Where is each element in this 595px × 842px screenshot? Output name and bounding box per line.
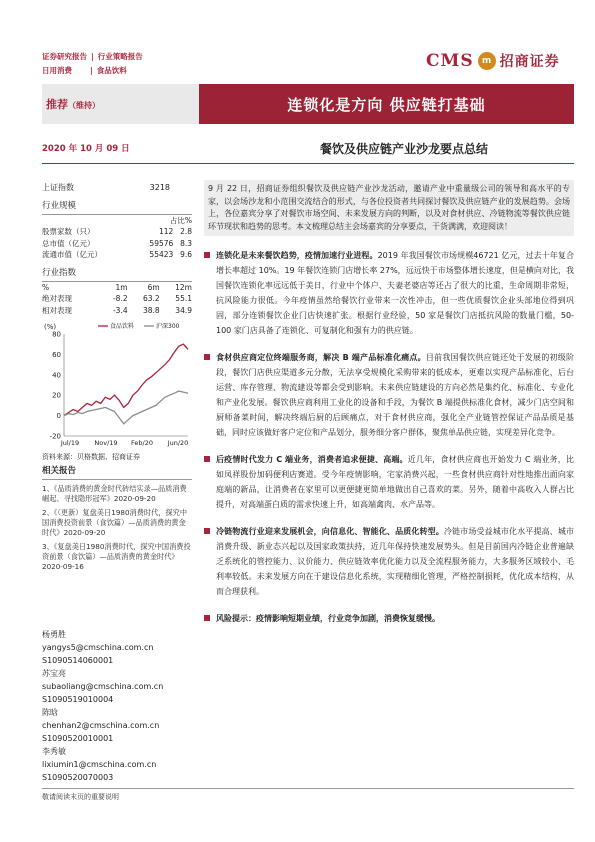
chart-xtick-label: Jul/19 <box>60 439 80 447</box>
report-subtitle: 餐饮及供应链产业沙龙要点总结 <box>320 142 489 156</box>
bullet-item <box>204 452 574 512</box>
perf-value: 38.8 <box>142 305 160 315</box>
scale-value: 112 <box>158 227 174 236</box>
chart-ytick-label: -20 <box>49 432 61 441</box>
scale-value: 55423 <box>149 250 174 259</box>
perf-header-cell: 1m <box>115 282 128 292</box>
analyst-id: S1090514060001 <box>42 656 114 665</box>
tag-strategy: 行业策略报告 <box>97 52 143 61</box>
tag-separator: | <box>90 66 93 75</box>
chart-source: 资料来源：贝格数据、招商证券 <box>42 453 140 461</box>
chart-legend-label: 沪深300 <box>156 323 180 330</box>
scale-row <box>42 226 192 238</box>
scale-title: 行业规模 <box>42 200 192 215</box>
sidebar <box>42 182 192 572</box>
analyst-email: subaoliang@cmschina.com.cn <box>42 682 164 691</box>
scale-pct: 9.6 <box>180 250 192 259</box>
rating-note: （维持） <box>68 101 100 110</box>
chart-ytick-label: 80 <box>52 330 61 339</box>
bullet-text: 目前我国餐饮供应链还处于发展的初级阶段，餐饮门店供应渠道多元分散，无法享受规模化采购带来的低成本，更难以实现产品标准化，后台运营、库存管理、物流建设等都会受到影响。未来供应链建设的方向必然是集约化、标准化、专业化和产业化发展。餐饮供应商利用工业化的设备和手段，为餐饮 B 端提供标准化食材，减少门店空间和厨师备菜时间，解决终端后厨的后顾痛点，对于食材供应商，强化全产业链管控保证产品品质是基础，同时应该做好客户定位和产品划分，服务细分客户群体，聚焦单品供应链，实现差异化竞争。 <box>216 353 575 438</box>
rating-value: 推荐 <box>46 98 68 111</box>
scale-label: 股票家数（只） <box>42 227 95 236</box>
index-label: 上证指数 <box>42 183 74 192</box>
related-report-item: 1、《品质消费的黄金时代砖结实录—品质消费崛起、寻找隐形冠军》2020-09-20 <box>42 484 187 503</box>
perf-row <box>42 293 192 305</box>
logo-cn-text: 招商证券 <box>499 54 560 70</box>
perf-label: 绝对表现 <box>42 294 72 303</box>
cms-logo <box>426 48 574 74</box>
perf-value: 34.9 <box>175 305 192 315</box>
chart-xtick-label: Jun/20 <box>167 439 189 447</box>
analyst-email: chenhan2@cmschina.com.cn <box>42 721 160 730</box>
bullet-square-icon <box>204 354 210 360</box>
scale-row <box>42 249 192 261</box>
chart-legend-label: 食品饮料 <box>110 323 135 330</box>
analyst <box>42 628 192 667</box>
scale-pct-header: 占比% <box>169 216 192 225</box>
index-chart-svg <box>42 320 192 450</box>
perf-header-cell: 6m <box>147 282 160 292</box>
perf-header-cell: 12m <box>175 282 192 292</box>
tag-report-type: 证券研究报告 <box>42 52 87 61</box>
bullet-square-icon <box>204 252 210 258</box>
analyst-id: S1090519010004 <box>42 695 114 704</box>
chart-ytick-label: 60 <box>52 350 61 359</box>
title-box <box>199 84 574 124</box>
bullet-square-icon <box>204 615 210 621</box>
scale-pct: 2.8 <box>180 227 192 236</box>
perf-title: 行业指数 <box>42 267 192 282</box>
perf-row <box>42 305 192 317</box>
chart-series-line <box>64 344 188 415</box>
report-date: 2020 年 10 月 09 日 <box>42 144 130 154</box>
bullet-text: 近几年，食材供应商也开始发力 C 端业务，比如凤祥股份加码便利店赛道。受今年疫情影响，宅家消费兴起，一些食材供应商针对性地推出面向家庭端的新品，让消费者在家里可以更便捷更简单地做出自己喜欢的菜。另外，随着中高收入人群占比提升，对高端蛋白质的需求快速上升，如高端禽肉、水产品等。 <box>216 455 574 510</box>
perf-value: -3.4 <box>112 305 128 315</box>
perf-label: 相对表现 <box>42 305 72 315</box>
scale-value: 59576 <box>149 238 174 248</box>
bullet-item <box>204 611 574 626</box>
analyst-list <box>42 628 192 784</box>
scale-table <box>42 226 192 261</box>
bullet-list <box>204 248 574 626</box>
perf-table <box>42 282 192 317</box>
scale-row <box>42 238 192 250</box>
scale-pct: 8.3 <box>180 238 192 248</box>
page-title: 连锁化是方向 供应链打基础 <box>287 96 486 114</box>
perf-value: -8.2 <box>112 294 128 303</box>
bullet-heading: 连锁化是未来餐饮趋势，疫情加速行业进程。 <box>216 251 378 261</box>
bullet-square-icon <box>204 456 210 462</box>
header-divider <box>42 163 574 164</box>
bullet-square-icon <box>204 528 210 534</box>
analyst-email: lixiumin1@cmschina.com.cn <box>42 760 157 769</box>
logo-cms-text: CMS <box>426 51 474 71</box>
chart-xtick-label: Feb/20 <box>131 439 153 447</box>
title-banner <box>42 84 574 124</box>
logo-emblem-icon: m <box>478 52 496 70</box>
perf-value: 55.1 <box>175 294 192 303</box>
tag-sector: 日用消费 <box>42 66 72 75</box>
index-chart <box>42 320 192 450</box>
related-list <box>42 484 192 572</box>
bullet-text: 冷链市场受益城市化水平提高、城市消费升级、新业态兴起以及国家政策扶持，近几年保持快速发展势头。但是目前国内冷链企业普遍缺乏系统化的管控能力、议价能力、供应链效率优化能力以及全流程服务能力，大多服务区域较小、毛利率较低。未来发展方向在于建设信息化系统，实现精细化管理，严格控制损耗，优化成本结构，从而合理获利。 <box>216 527 574 597</box>
analyst-name: 苏宝亮 <box>42 669 66 678</box>
scale-label: 总市值（亿元） <box>42 238 95 248</box>
scale-label: 流通市值（亿元） <box>42 250 102 259</box>
bullet-item <box>204 524 574 599</box>
bullet-item <box>204 350 574 440</box>
rating-box <box>42 84 199 124</box>
bullet-heading: 食材供应商定位终端服务商，解决 B 端产品标准化痛点。 <box>216 353 426 363</box>
analyst <box>42 706 192 745</box>
index-value: 3218 <box>149 183 170 192</box>
chart-ytick-label: 40 <box>52 371 61 380</box>
analyst <box>42 745 192 784</box>
footer-divider <box>42 788 574 789</box>
analyst-email: yangys5@cmschina.com.cn <box>42 643 154 652</box>
chart-ylabel: (%) <box>44 323 57 331</box>
analyst-name: 杨勇胜 <box>42 630 66 639</box>
analyst-name: 陈晗 <box>42 708 58 717</box>
tag-separator: | <box>91 52 94 61</box>
footer-note: 敬请阅读末页的重要说明 <box>42 793 119 801</box>
chart-xtick-label: Nov/19 <box>94 439 118 447</box>
perf-header-row <box>42 282 192 294</box>
chart-ytick-label: 20 <box>52 391 61 400</box>
report-tags <box>42 50 143 78</box>
bullet-text: 2019 年我国餐饮市场规模46721 亿元，过去十年复合增长率超过 10%。19 年餐饮连锁门店增长率 27%，远远快于市场整体增长速度，但是横向对比，我国餐饮连锁化率远远低于美日，行业中个体户、夫妻老婆店等还占了很大的比重，生命周期非常短，抗风险能力很低。今年疫情虽然给餐饮行业带来一次性冲击，但一些优质餐饮企业头部地位得到巩固，部分连锁餐饮企业门店快速扩张。根据行业经验，50 家是餐饮门店抵抗风险的数量门槛，50-100 家门店具备了连锁化、可复制化和强有力的供应链。 <box>216 251 574 336</box>
chart-ytick-label: 0 <box>56 412 61 421</box>
bullet-heading: 后疫情时代发力 C 端业务，消费者追求便捷、高端。 <box>216 455 408 465</box>
related-report-item: 2、《（更新）复盘美日1980消费时代，探究中国消费投资前景（食饮篇）—品质消费的黄金时代》2020-09-20 <box>42 508 188 537</box>
related-report-item: 3、《复盘美日1980消费时代，探究中国消费投资前景（食饮篇）—品质消费的黄金时代》2020-09-16 <box>42 542 191 571</box>
related-title: 相关报告 <box>42 465 192 480</box>
index-row <box>42 182 192 194</box>
intro-summary: 9 月 22 日，招商证券组织餐饮及供应链产业沙龙活动，邀请产业中重量级公司的领导和高水平的专家，以会场沙龙和小范围交流结合的形式，与各位投资者共同探讨餐饮及供应链产业的发展趋势。会场上，各位嘉宾分享了对餐饮市场空间、未来发展方向的判断，以及对食材供应、冷链物流等餐饮供应链环节现状和趋势的思考。本文梳理总结主会场嘉宾的分享要点，干货满满，欢迎阅读！ <box>204 180 574 236</box>
analyst-id: S1090520010001 <box>42 734 114 743</box>
bullet-heading: 冷链物流行业迎来发展机会，向信息化、智能化、品质化转型。 <box>216 527 444 537</box>
rating <box>46 96 100 112</box>
perf-header-cell: % <box>42 282 50 292</box>
tag-subsector: 食品饮料 <box>96 66 127 75</box>
bullet-item <box>204 248 574 338</box>
analyst <box>42 667 192 706</box>
analyst-name: 李秀敏 <box>42 747 66 756</box>
main-content <box>204 180 574 626</box>
perf-value: 63.2 <box>142 294 160 303</box>
bullet-heading: 风险提示：疫情影响短期业绩，行业竞争加剧，消费恢复缓慢。 <box>216 614 440 624</box>
analyst-id: S1090520070003 <box>42 773 114 782</box>
